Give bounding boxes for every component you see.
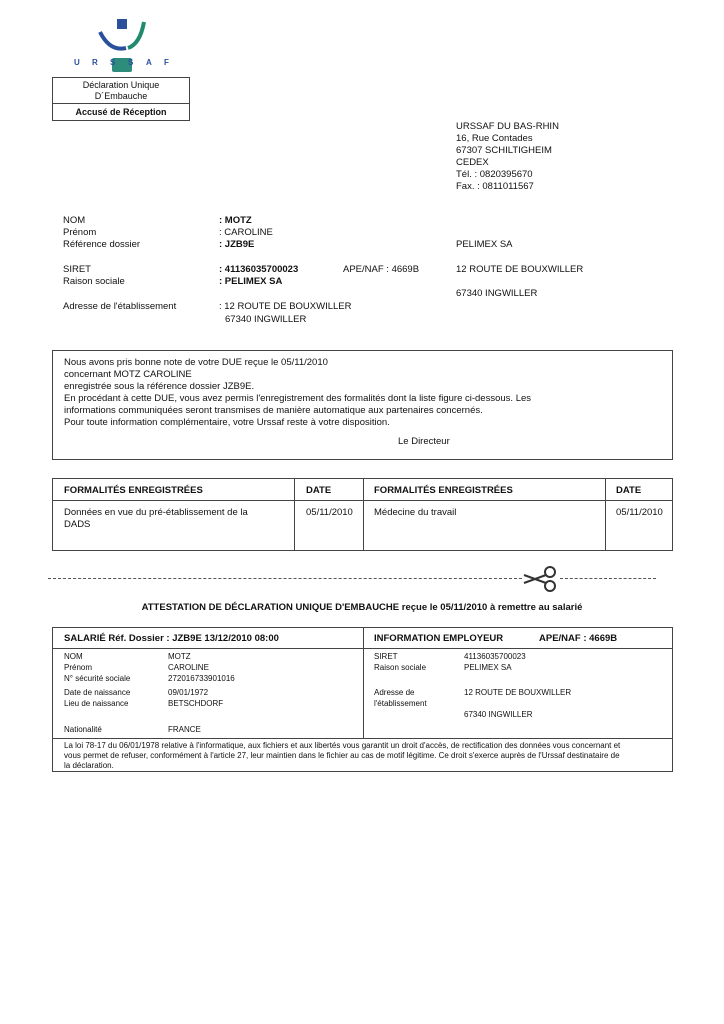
field-value: CAROLINE (168, 663, 209, 672)
field-label: Date de naissance (64, 688, 131, 697)
employeur-ape: APE/NAF : 4669B (539, 633, 618, 644)
field-value: BETSCHDORF (168, 699, 224, 708)
field-value: PELIMEX SA (464, 663, 512, 672)
address-line: CEDEX (456, 157, 489, 168)
employer-name: PELIMEX SA (456, 239, 513, 250)
employer-street: 12 ROUTE DE BOUXWILLER (456, 264, 584, 275)
field-value: 272016733901016 (168, 674, 235, 683)
date-header: DATE (306, 485, 332, 496)
message-line: Pour toute information complémentaire, votre Urssaf reste à votre disposition. (64, 417, 390, 428)
message-line: concernant MOTZ CAROLINE (64, 369, 192, 380)
attestation-title: ATTESTATION DE DÉCLARATION UNIQUE D'EMBAUCHE reçue le 05/11/2010 à remettre au salarié (141, 602, 583, 613)
field-value: 12 ROUTE DE BOUXWILLER (464, 688, 572, 697)
urssaf-address (456, 121, 559, 193)
adresse-line1: : 12 ROUTE DE BOUXWILLER (219, 301, 352, 312)
field-label: Raison sociale (374, 663, 427, 672)
urssaf-logo (70, 14, 180, 76)
attestation-box (52, 627, 673, 772)
ape-value: APE/NAF : 4669B (343, 264, 420, 275)
field-value: MOTZ (168, 652, 191, 661)
cut-line (560, 578, 656, 579)
field-value: FRANCE (168, 725, 201, 734)
field-label: Prénom (64, 663, 93, 672)
field-label: N° sécurité sociale (64, 674, 131, 683)
signature: Le Directeur (398, 436, 450, 447)
message-box (52, 350, 673, 460)
scissors-icon (522, 566, 558, 592)
raison-value: : PELIMEX SA (219, 276, 283, 287)
field-value: 41136035700023 (464, 652, 526, 661)
field-label: NOM (64, 652, 83, 661)
date-cell: 05/11/2010 (306, 507, 353, 518)
raison-label: Raison sociale (63, 276, 125, 287)
field-value: 67340 INGWILLER (464, 710, 533, 719)
formality-cell: DADS (64, 519, 91, 530)
field-value: 09/01/1972 (168, 688, 209, 697)
formalities-header: FORMALITÉS ENREGISTRÉES (64, 485, 203, 496)
ref-label: Référence dossier (63, 239, 141, 250)
field-label: Adresse de (374, 688, 415, 697)
logo-letter: S (128, 58, 134, 67)
formality-cell: Médecine du travail (374, 507, 457, 518)
ref-value: : JZB9E (219, 239, 255, 250)
field-label: Nationalité (64, 725, 102, 734)
cut-line (48, 578, 522, 579)
address-line: 16, Rue Contades (456, 133, 533, 144)
nom-value: : MOTZ (219, 215, 252, 226)
logo-letter: A (146, 58, 152, 67)
field-label: l'établissement (374, 699, 427, 708)
message-line: enregistrée sous la référence dossier JZB9E. (64, 381, 255, 392)
formalities-header: FORMALITÉS ENREGISTRÉES (374, 485, 513, 496)
salarie-header: SALARIÉ Réf. Dossier : JZB9E 13/12/2010 08:00 (64, 633, 279, 644)
legal-line: vous permet de refuser, conformément à l'article 27, leur maintien dans le fichier au cas de motif légitime. Ce droit s'exerce auprès de l'Urssaf destinataire de (64, 751, 620, 760)
formalities-table (52, 478, 673, 551)
address-line: Fax. : 0811011567 (456, 181, 534, 192)
address-line: 67307 SCHILTIGHEIM (456, 145, 552, 156)
nom-label: NOM (63, 215, 86, 226)
prenom-label: Prénom (63, 227, 97, 238)
adresse-label: Adresse de l'établissement (63, 301, 177, 312)
logo-letter: S (110, 58, 116, 67)
message-line: informations communiquées seront transmises de manière automatique aux partenaires concernés. (64, 405, 483, 416)
message-line: En procédant à cette DUE, vous avez permis l'enregistrement des formalités dont la liste figure ci-dessous. Les (64, 393, 532, 404)
address-line: URSSAF DU BAS-RHIN (456, 121, 559, 132)
employeur-header: INFORMATION EMPLOYEUR (374, 633, 504, 644)
employer-city: 67340 INGWILLER (456, 288, 538, 299)
prenom-value: : CAROLINE (219, 227, 273, 238)
message-line: Nous avons pris bonne note de votre DUE reçue le 05/11/2010 (64, 357, 328, 368)
logo-letter: F (164, 58, 169, 67)
title-line2: D´Embauche (94, 91, 148, 101)
formality-cell: Données en vue du pré-établissement de la (64, 507, 248, 518)
siret-label: SIRET (63, 264, 91, 275)
date-cell: 05/11/2010 (616, 507, 663, 518)
siret-value: : 41136035700023 (219, 264, 299, 275)
date-header: DATE (616, 485, 642, 496)
adresse-line2: 67340 INGWILLER (225, 314, 307, 325)
field-label: SIRET (374, 652, 398, 661)
title-box (52, 77, 190, 121)
field-label: Lieu de naissance (64, 699, 129, 708)
title-line1: Déclaration Unique (82, 80, 160, 90)
logo-letter: U (74, 58, 80, 67)
logo-letter: R (92, 58, 98, 67)
address-line: Tél. : 0820395670 (456, 169, 533, 180)
legal-line: La loi 78-17 du 06/01/1978 relative à l'informatique, aux fichiers et aux libertés vous garantit un droit d'accès, de rectification des données vous concernant et (64, 741, 621, 750)
legal-line: la déclaration. (64, 761, 114, 770)
title-line3: Accusé de Réception (75, 107, 167, 117)
